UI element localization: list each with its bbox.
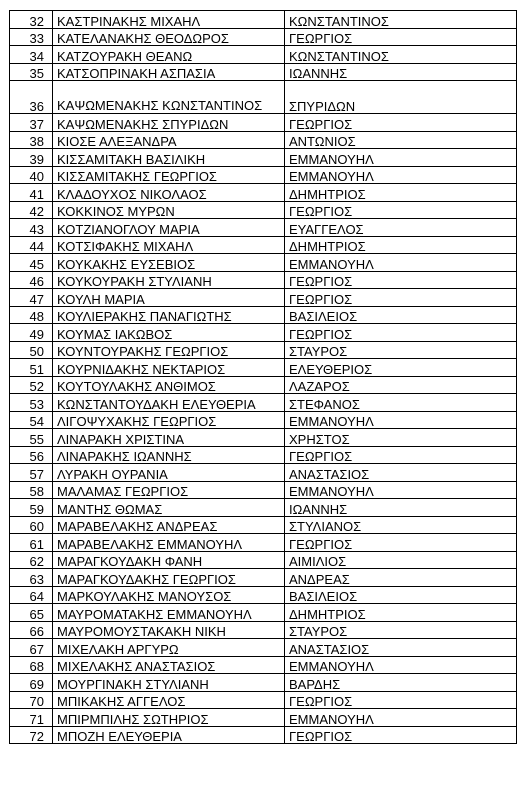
father-name: ΑΙΜΙΛΙΟΣ — [285, 551, 517, 569]
father-name: ΑΝΤΩΝΙΟΣ — [285, 131, 517, 149]
row-number: 71 — [10, 709, 53, 727]
father-name: ΑΝΑΣΤΑΣΙΟΣ — [285, 464, 517, 482]
father-name: ΣΤΥΛΙΑΝΟΣ — [285, 516, 517, 534]
row-number: 67 — [10, 639, 53, 657]
row-number: 59 — [10, 499, 53, 517]
row-number: 61 — [10, 534, 53, 552]
table-row — [10, 114, 517, 132]
father-name: ΓΕΩΡΓΙΟΣ — [285, 446, 517, 464]
table-row — [10, 11, 517, 29]
full-name: ΜΠΙΚΑΚΗΣ ΑΓΓΕΛΟΣ — [53, 691, 285, 709]
row-number: 35 — [10, 63, 53, 81]
full-name: ΚΟΥΜΑΣ ΙΑΚΩΒΟΣ — [53, 324, 285, 342]
table-row — [10, 429, 517, 447]
row-number: 53 — [10, 394, 53, 412]
table-row — [10, 254, 517, 272]
row-number: 42 — [10, 201, 53, 219]
full-name: ΚΑΤΖΟΥΡΑΚΗ ΘΕΑΝΩ — [53, 46, 285, 64]
table-row — [10, 621, 517, 639]
father-name: ΣΠΥΡΙΔΩΝ — [285, 81, 517, 114]
full-name: ΜΑΛΑΜΑΣ ΓΕΩΡΓΙΟΣ — [53, 481, 285, 499]
table-row — [10, 359, 517, 377]
father-name: ΓΕΩΡΓΙΟΣ — [285, 726, 517, 744]
full-name: ΚΙΟΣΕ ΑΛΕΞΑΝΔΡΑ — [53, 131, 285, 149]
row-number: 55 — [10, 429, 53, 447]
table-row — [10, 376, 517, 394]
row-number: 32 — [10, 11, 53, 29]
row-number: 72 — [10, 726, 53, 744]
row-number: 69 — [10, 674, 53, 692]
table-row — [10, 63, 517, 81]
father-name: ΓΕΩΡΓΙΟΣ — [285, 114, 517, 132]
table-row — [10, 201, 517, 219]
table-row — [10, 131, 517, 149]
father-name: ΓΕΩΡΓΙΟΣ — [285, 28, 517, 46]
full-name: ΛΙΝΑΡΑΚΗ ΧΡΙΣΤΙΝΑ — [53, 429, 285, 447]
row-number: 66 — [10, 621, 53, 639]
full-name: ΜΑΡΑΒΕΛΑΚΗΣ ΕΜΜΑΝΟΥΗΛ — [53, 534, 285, 552]
row-number: 44 — [10, 236, 53, 254]
full-name: ΚΑΤΣΟΠΡΙΝΑΚΗ ΑΣΠΑΣΙΑ — [53, 63, 285, 81]
father-name: ΕΜΜΑΝΟΥΗΛ — [285, 709, 517, 727]
full-name: ΜΑΥΡΟΜΑΤΑΚΗΣ ΕΜΜΑΝΟΥΗΛ — [53, 604, 285, 622]
full-name: ΚΑΣΤΡΙΝΑΚΗΣ ΜΙΧΑΗΛ — [53, 11, 285, 29]
full-name: ΚΙΣΣΑΜΙΤΑΚΗΣ ΓΕΩΡΓΙΟΣ — [53, 166, 285, 184]
father-name: ΕΜΜΑΝΟΥΗΛ — [285, 481, 517, 499]
father-name: ΒΑΣΙΛΕΙΟΣ — [285, 586, 517, 604]
full-name: ΚΟΥΛΙΕΡΑΚΗΣ ΠΑΝΑΓΙΩΤΗΣ — [53, 306, 285, 324]
table-row — [10, 639, 517, 657]
document-page — [9, 10, 517, 744]
table-row — [10, 691, 517, 709]
row-number: 45 — [10, 254, 53, 272]
row-number: 34 — [10, 46, 53, 64]
row-number: 36 — [10, 81, 53, 114]
table-row — [10, 709, 517, 727]
table-row — [10, 324, 517, 342]
table-row — [10, 184, 517, 202]
table-row — [10, 271, 517, 289]
father-name: ΕΜΜΑΝΟΥΗΛ — [285, 656, 517, 674]
father-name: ΑΝΔΡΕΑΣ — [285, 569, 517, 587]
table-row — [10, 604, 517, 622]
row-number: 70 — [10, 691, 53, 709]
row-number: 50 — [10, 341, 53, 359]
table-row — [10, 28, 517, 46]
row-number: 51 — [10, 359, 53, 377]
row-number: 64 — [10, 586, 53, 604]
father-name: ΣΤΕΦΑΝΟΣ — [285, 394, 517, 412]
row-number: 57 — [10, 464, 53, 482]
father-name: ΚΩΝΣΤΑΝΤΙΝΟΣ — [285, 46, 517, 64]
row-number: 49 — [10, 324, 53, 342]
row-number: 39 — [10, 149, 53, 167]
father-name: ΔΗΜΗΤΡΙΟΣ — [285, 236, 517, 254]
father-name: ΕΜΜΑΝΟΥΗΛ — [285, 149, 517, 167]
father-name: ΚΩΝΣΤΑΝΤΙΝΟΣ — [285, 11, 517, 29]
table-row — [10, 534, 517, 552]
row-number: 46 — [10, 271, 53, 289]
full-name: ΚΟΥΝΤΟΥΡΑΚΗΣ ΓΕΩΡΓΙΟΣ — [53, 341, 285, 359]
full-name: ΚΟΥΚΑΚΗΣ ΕΥΣΕΒΙΟΣ — [53, 254, 285, 272]
table-row — [10, 219, 517, 237]
table-row — [10, 586, 517, 604]
father-name: ΒΑΡΔΗΣ — [285, 674, 517, 692]
full-name: ΚΟΤΖΙΑΝΟΓΛΟΥ ΜΑΡΙΑ — [53, 219, 285, 237]
row-number: 43 — [10, 219, 53, 237]
full-name: ΜΙΧΕΛΑΚΗ ΑΡΓΥΡΩ — [53, 639, 285, 657]
father-name: ΙΩΑΝΝΗΣ — [285, 499, 517, 517]
row-number: 63 — [10, 569, 53, 587]
father-name: ΕΛΕΥΘΕΡΙΟΣ — [285, 359, 517, 377]
full-name: ΚΟΥΡΝΙΔΑΚΗΣ ΝΕΚΤΑΡΙΟΣ — [53, 359, 285, 377]
father-name: ΒΑΣΙΛΕΙΟΣ — [285, 306, 517, 324]
table-row — [10, 464, 517, 482]
full-name: ΜΙΧΕΛΑΚΗΣ ΑΝΑΣΤΑΣΙΟΣ — [53, 656, 285, 674]
full-name: ΜΠΟΖΗ ΕΛΕΥΘΕΡΙΑ — [53, 726, 285, 744]
full-name: ΚΟΥΤΟΥΛΑΚΗΣ ΑΝΘΙΜΟΣ — [53, 376, 285, 394]
table-row — [10, 551, 517, 569]
row-number: 40 — [10, 166, 53, 184]
full-name: ΛΥΡΑΚΗ ΟΥΡΑΝΙΑ — [53, 464, 285, 482]
father-name: ΓΕΩΡΓΙΟΣ — [285, 201, 517, 219]
father-name: ΣΤΑΥΡΟΣ — [285, 341, 517, 359]
full-name: ΜΑΝΤΗΣ ΘΩΜΑΣ — [53, 499, 285, 517]
row-number: 52 — [10, 376, 53, 394]
row-number: 37 — [10, 114, 53, 132]
table-row — [10, 149, 517, 167]
row-number: 62 — [10, 551, 53, 569]
father-name: ΕΥΑΓΓΕΛΟΣ — [285, 219, 517, 237]
father-name: ΑΝΑΣΤΑΣΙΟΣ — [285, 639, 517, 657]
table-row — [10, 516, 517, 534]
full-name: ΚΩΝΣΤΑΝΤΟΥΔΑΚΗ ΕΛΕΥΘΕΡΙΑ — [53, 394, 285, 412]
full-name: ΚΟΥΛΗ ΜΑΡΙΑ — [53, 289, 285, 307]
full-name: ΜΑΡΑΒΕΛΑΚΗΣ ΑΝΔΡΕΑΣ — [53, 516, 285, 534]
full-name: ΜΠΙΡΜΠΙΛΗΣ ΣΩΤΗΡΙΟΣ — [53, 709, 285, 727]
full-name: ΚΟΤΣΙΦΑΚΗΣ ΜΙΧΑΗΛ — [53, 236, 285, 254]
full-name: ΚΑΤΕΛΑΝΑΚΗΣ ΘΕΟΔΩΡΟΣ — [53, 28, 285, 46]
full-name: ΚΟΥΚΟΥΡΑΚΗ ΣΤΥΛΙΑΝΗ — [53, 271, 285, 289]
row-number: 41 — [10, 184, 53, 202]
full-name: ΚΙΣΣΑΜΙΤΑΚΗ ΒΑΣΙΛΙΚΗ — [53, 149, 285, 167]
table-row — [10, 726, 517, 744]
full-name: ΚΛΑΔΟΥΧΟΣ ΝΙΚΟΛΑΟΣ — [53, 184, 285, 202]
row-number: 56 — [10, 446, 53, 464]
full-name: ΜΑΥΡΟΜΟΥΣΤΑΚΑΚΗ ΝΙΚΗ — [53, 621, 285, 639]
row-number: 58 — [10, 481, 53, 499]
father-name: ΙΩΑΝΝΗΣ — [285, 63, 517, 81]
full-name: ΜΑΡΑΓΚΟΥΔΑΚΗΣ ΓΕΩΡΓΙΟΣ — [53, 569, 285, 587]
row-number: 68 — [10, 656, 53, 674]
table-row — [10, 306, 517, 324]
table-row — [10, 289, 517, 307]
father-name: ΓΕΩΡΓΙΟΣ — [285, 289, 517, 307]
row-number: 65 — [10, 604, 53, 622]
full-name: ΚΟΚΚΙΝΟΣ ΜΥΡΩΝ — [53, 201, 285, 219]
table-row — [10, 656, 517, 674]
row-number: 54 — [10, 411, 53, 429]
row-number: 60 — [10, 516, 53, 534]
table-row — [10, 674, 517, 692]
row-number: 38 — [10, 131, 53, 149]
names-table — [9, 10, 517, 744]
row-number: 47 — [10, 289, 53, 307]
table-body — [10, 11, 517, 744]
table-row — [10, 46, 517, 64]
full-name: ΜΑΡΑΓΚΟΥΔΑΚΗ ΦΑΝΗ — [53, 551, 285, 569]
table-row — [10, 481, 517, 499]
full-name: ΛΙΝΑΡΑΚΗΣ ΙΩΑΝΝΗΣ — [53, 446, 285, 464]
father-name: ΕΜΜΑΝΟΥΗΛ — [285, 254, 517, 272]
row-number: 48 — [10, 306, 53, 324]
table-row — [10, 499, 517, 517]
table-row — [10, 236, 517, 254]
table-row — [10, 569, 517, 587]
full-name: ΚΑΨΩΜΕΝΑΚΗΣ ΣΠΥΡΙΔΩΝ — [53, 114, 285, 132]
father-name: ΓΕΩΡΓΙΟΣ — [285, 691, 517, 709]
father-name: ΧΡΗΣΤΟΣ — [285, 429, 517, 447]
father-name: ΣΤΑΥΡΟΣ — [285, 621, 517, 639]
father-name: ΔΗΜΗΤΡΙΟΣ — [285, 184, 517, 202]
father-name: ΕΜΜΑΝΟΥΗΛ — [285, 411, 517, 429]
table-row — [10, 166, 517, 184]
table-row — [10, 394, 517, 412]
full-name: ΚΑΨΩΜΕΝΑΚΗΣ ΚΩΝΣΤΑΝΤΙΝΟΣ — [53, 81, 285, 114]
full-name: ΜΑΡΚΟΥΛΑΚΗΣ ΜΑΝΟΥΣΟΣ — [53, 586, 285, 604]
table-row — [10, 81, 517, 114]
father-name: ΛΑΖΑΡΟΣ — [285, 376, 517, 394]
full-name: ΜΟΥΡΓΙΝΑΚΗ ΣΤΥΛΙΑΝΗ — [53, 674, 285, 692]
father-name: ΔΗΜΗΤΡΙΟΣ — [285, 604, 517, 622]
father-name: ΓΕΩΡΓΙΟΣ — [285, 324, 517, 342]
full-name: ΛΙΓΟΨΥΧΑΚΗΣ ΓΕΩΡΓΙΟΣ — [53, 411, 285, 429]
table-row — [10, 446, 517, 464]
table-row — [10, 411, 517, 429]
father-name: ΕΜΜΑΝΟΥΗΛ — [285, 166, 517, 184]
father-name: ΓΕΩΡΓΙΟΣ — [285, 534, 517, 552]
row-number: 33 — [10, 28, 53, 46]
table-row — [10, 341, 517, 359]
father-name: ΓΕΩΡΓΙΟΣ — [285, 271, 517, 289]
